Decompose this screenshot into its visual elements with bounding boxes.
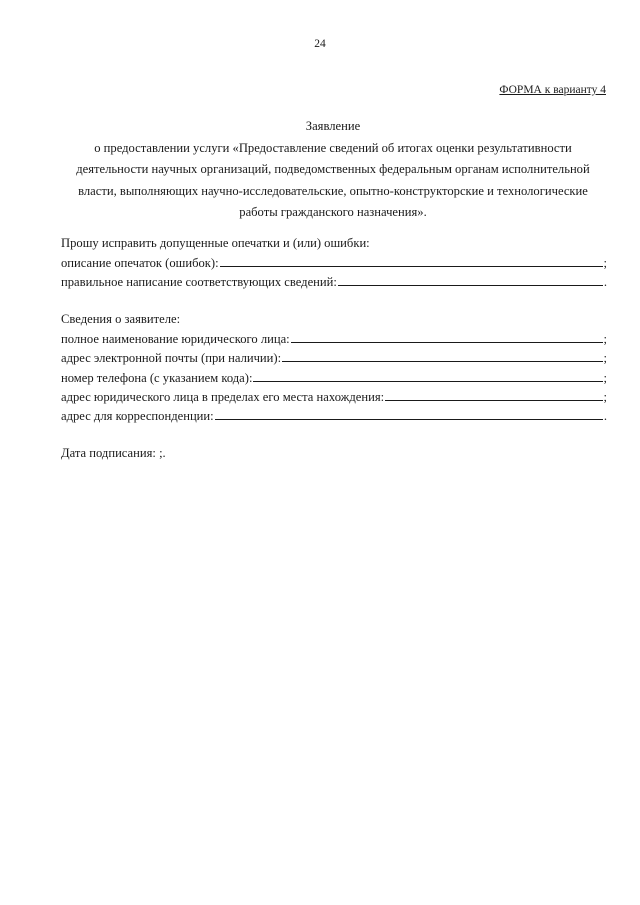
field-label: правильное написание соответствующих сведений: [61,275,337,289]
title-line: деятельности научных организаций, подведомственных федеральным органам исполнительной [76,162,590,177]
field-correspondence-address [61,405,607,426]
corrections-intro: Прошу исправить допущенные опечатки и (или) ошибки: [61,236,370,250]
field-terminator: ; [603,390,607,404]
field-terminator: ; [603,351,607,365]
field-label: номер телефона (с указанием кода): [61,371,253,385]
field-label: адрес для корреспонденции: [61,409,214,423]
blank-line[interactable] [291,328,603,343]
document-title [60,116,606,224]
field-email [61,347,607,368]
field-legal-address [61,386,607,407]
form-reference: ФОРМА к варианту 4 [499,84,606,96]
field-phone [61,367,607,388]
field-terminator: . [603,409,607,423]
field-label: адрес юридического лица в пределах его места нахождения: [61,390,385,404]
field-label: адрес электронной почты (при наличии): [61,351,282,365]
blank-line[interactable] [253,367,602,382]
field-typo-description [61,252,607,273]
blank-line[interactable] [220,252,603,267]
title-line: власти, выполняющих научно-исследовательские, опытно-конструкторские и технологические [78,183,588,198]
title-heading: Заявление [305,119,361,133]
field-terminator: ; [603,256,607,270]
blank-line[interactable] [338,271,603,286]
blank-line[interactable] [282,347,602,362]
applicant-intro: Сведения о заявителе: [61,312,181,326]
blank-line[interactable] [385,386,602,401]
field-label: описание опечаток (ошибок): [61,256,219,270]
field-terminator: ; [603,371,607,385]
title-line: работы гражданского назначения». [239,205,427,220]
field-label: полное наименование юридического лица: [61,332,290,346]
field-correct-spelling [61,271,607,292]
blank-line[interactable] [215,405,603,420]
field-legal-entity-name [61,328,607,349]
field-terminator: ; [603,332,607,346]
page-number: 24 [314,38,326,50]
title-line: о предоставлении услуги «Предоставление сведений об итогах оценки результативности [94,140,572,155]
signing-date: Дата подписания: ;. [61,446,166,460]
field-terminator: . [603,275,607,289]
